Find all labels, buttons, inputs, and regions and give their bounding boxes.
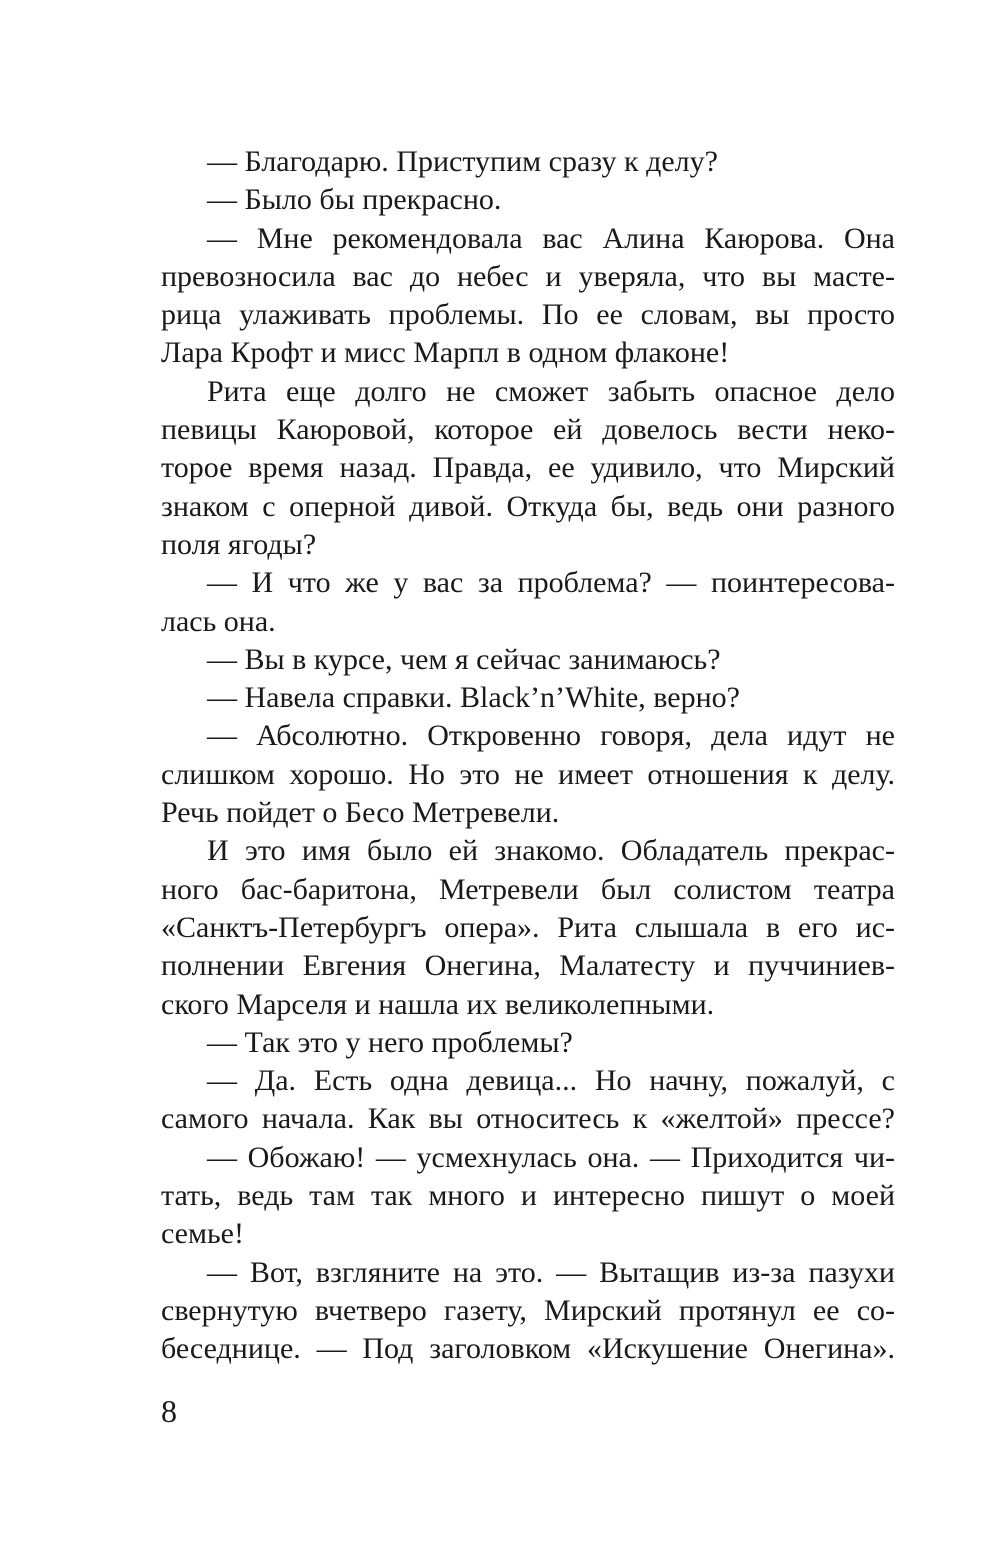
text-line: Речь пойдет о Бесо Метревели. <box>161 796 560 830</box>
text-line: — Благодарю. Приступим сразу к делу? <box>207 145 718 178</box>
text-line: свернутую вчетверо газету, Мирский протянул ее со- <box>161 1293 895 1327</box>
text-line: — Было бы прекрасно. <box>207 183 502 217</box>
text-line: Рита еще долго не сможет забыть опасное дело <box>207 374 895 408</box>
text-line: — Вы в курсе, чем я сейчас занимаюсь? <box>207 642 721 676</box>
text-line: — Мне рекомендовала вас Алина Каюрова. Она <box>207 221 895 255</box>
text-line: «Санктъ-Петербургъ опера». Рита слышала в его ис- <box>161 910 895 944</box>
text-line: полнении Евгения Онегина, Малатесту и пуччиниев- <box>161 949 895 983</box>
text-line: — И что же у вас за проблема? — поинтересова- <box>207 566 895 600</box>
text-line: певицы Каюровой, которое ей довелось вести неко- <box>161 413 895 447</box>
text-line: Лара Крофт и мисс Марпл в одном флаконе! <box>161 336 730 370</box>
text-line: слишком хорошо. Но это не имеет отношения к делу. <box>161 757 895 791</box>
text-line: рица улаживать проблемы. По ее словам, вы просто <box>161 298 895 332</box>
text-line: лась она. <box>161 604 276 638</box>
text-line: превозносила вас до небес и уверяла, что вы масте- <box>161 259 895 293</box>
text-line: — Так это у него проблемы? <box>207 1025 573 1059</box>
text-line: знаком с оперной дивой. Откуда бы, ведь они разного <box>161 489 895 523</box>
text-line: — Обожаю! — усмехнулась она. — Приходится чи- <box>207 1140 895 1174</box>
text-line: — Вот, взгляните на это. — Вытащив из-за пазухи <box>207 1255 895 1289</box>
text-line: семье! <box>161 1217 244 1251</box>
text-line: самого начала. Как вы относитесь к «желтой» прессе? <box>161 1102 895 1136</box>
text-line: И это имя было ей знакомо. Обладатель прекрас- <box>207 834 895 868</box>
text-line: поля ягоды? <box>161 527 317 561</box>
page-number: 8 <box>161 1393 177 1429</box>
text-line: торое время назад. Правда, ее удивило, что Мирский <box>161 451 895 485</box>
text-line: — Абсолютно. Откровенно говоря, дела идут не <box>207 719 895 753</box>
text-line: ского Марселя и нашла их великолепными. <box>161 987 715 1021</box>
text-line: тать, ведь там так много и интересно пишут о моей <box>161 1179 895 1213</box>
text-line: ного бас-баритона, Метревели был солистом театра <box>161 872 895 906</box>
text-line: беседнице. — Под заголовком «Искушение Онегина». <box>161 1332 895 1366</box>
text-line: — Да. Есть одна девица... Но начну, пожалуй, с <box>207 1064 895 1098</box>
page-text <box>161 143 895 1369</box>
text-line: — Навела справки. Black’n’White, верно? <box>207 681 740 715</box>
